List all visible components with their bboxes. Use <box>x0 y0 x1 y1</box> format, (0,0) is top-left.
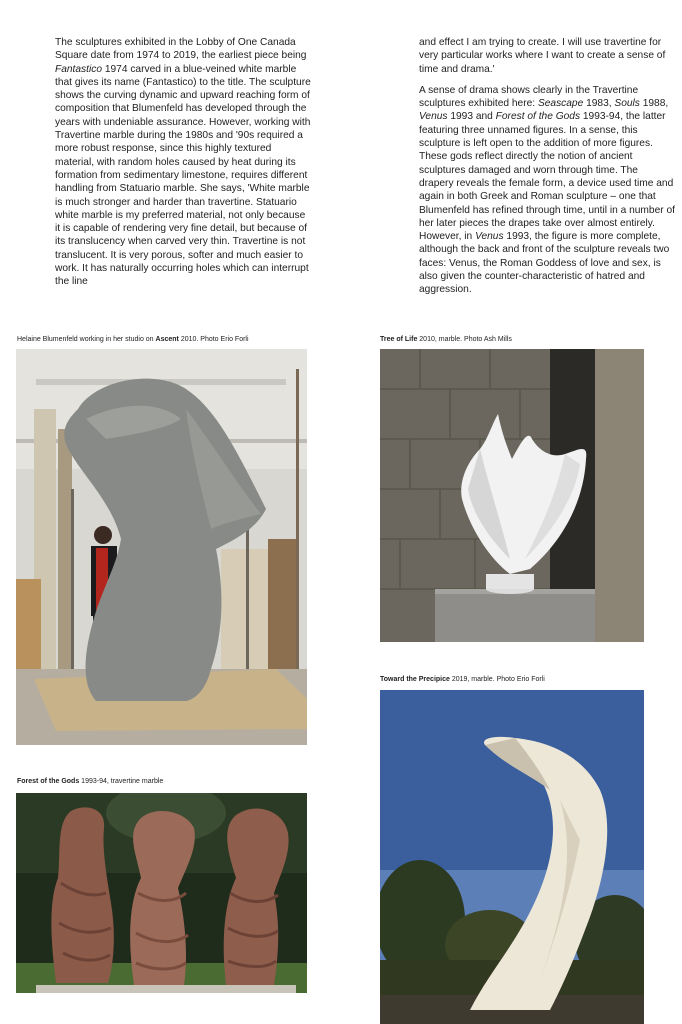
artwork-title: Forest of the Gods <box>495 111 581 123</box>
artwork-title: Venus <box>419 111 448 123</box>
artwork-title: Souls <box>614 98 640 110</box>
artwork-title: Fantastico <box>55 63 102 75</box>
photo-ascent-studio <box>16 349 307 745</box>
photo-forest-of-the-gods <box>16 793 307 993</box>
photo-tree-of-life <box>380 349 644 642</box>
body-paragraph: A sense of drama shows clearly in the Travertine sculptures exhibited here: Seascape 1983, Souls 1988, Venus 1993 and Forest of the Gods 1993-94, the latter featuring three unnamed figures. In a sense, this sculpture is left open to the addition of more figures. These gods reflect directly the notion of ancient sculptures damaged and worn through time. The drapery reveals the female form, a device used time and again in both Greek and Roman sculpture – one that Blumenfeld has refined through time, until in a number of her later pieces the drapes take over almost entirely. However, in Venus 1993, the figure is more complete, although the back and front of the sculpture reveals two faces: Venus, the Roman Goddess of love and sex, is also given the counter-characteristic of hatred and aggression. <box>419 84 675 296</box>
caption-toward-the-precipice: Toward the Precipice 2019, marble. Photo Erio Forli <box>380 676 545 683</box>
body-paragraph: and effect I am trying to create. I will use travertine for very particular works where I want to create a sense of time and drama.' <box>419 37 666 75</box>
body-text-left-column <box>55 36 313 297</box>
caption-ascent: Helaine Blumenfeld working in her studio on Ascent 2010. Photo Erio Forli <box>17 336 249 343</box>
body-text-right-column <box>419 36 675 305</box>
photo-toward-the-precipice <box>380 690 644 1024</box>
artwork-title: Venus <box>475 231 504 243</box>
artwork-title: Seascape <box>537 98 584 110</box>
caption-tree-of-life: Tree of Life 2010, marble. Photo Ash Mills <box>380 336 512 343</box>
body-paragraph: The sculptures exhibited in the Lobby of One Canada Square date from 1974 to 2019, the earliest piece being Fantastico 1974 carved in a blue-veined white marble that gives its name (Fantastico) to the title. The sculpture shows the curving dynamic and upward reaching form of composition that Blumenfeld has developed through the years with undeniable assurance. However, working with Travertine marble during the 1980s and '90s required a more robust response, since this highly textured material, with random holes caused by heat during its formation from sedimentary limestone, requires different handling from Statuario marble. She says, 'White marble is much stronger and harder than travertine. Statuario white marble is my preferred material, not only because it is capable of rendering very fine detail, but because of its translucency when carved very thin. Travertine is not translucent. It is very porous, softer and much easier to work. It has naturally occurring holes which can interrupt the line <box>55 37 311 288</box>
caption-forest-of-the-gods: Forest of the Gods 1993-94, travertine marble <box>17 778 164 785</box>
